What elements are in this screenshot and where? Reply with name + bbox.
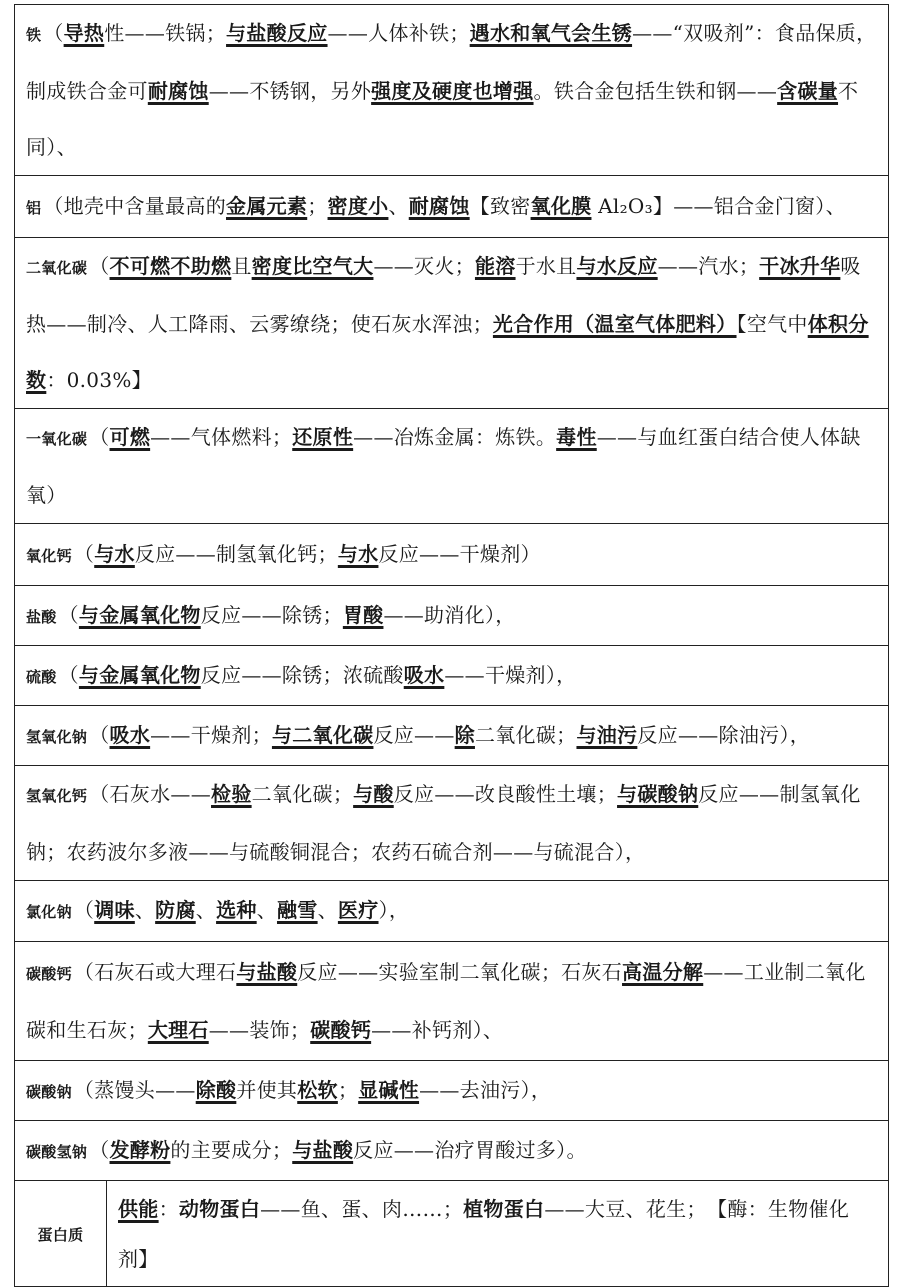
knowledge-table (14, 4, 889, 1287)
substance-name: 碳酸钠 (26, 1082, 72, 1101)
row-content (15, 586, 889, 646)
text-segment: （ (89, 722, 110, 747)
text-segment: 、 (388, 193, 409, 218)
key-point: 调味 (94, 898, 135, 922)
key-point: 胃酸 (342, 602, 384, 627)
key-point: 除 (454, 722, 475, 747)
key-point: 氧化膜 (530, 193, 592, 218)
key-point: 导热 (63, 21, 105, 45)
text-segment: ）， (378, 898, 410, 922)
key-point: 与二氧化碳 (271, 722, 374, 747)
substance-name: 硫酸 (26, 667, 57, 686)
substance-name: 碳酸钙 (26, 965, 72, 983)
key-point: 检验 (211, 782, 252, 806)
row-content (15, 524, 889, 586)
row-content (15, 1121, 889, 1181)
substance-name: 氧化钙 (26, 546, 72, 565)
key-point: 不可燃不助燃 (109, 254, 232, 278)
substance-name: 一氧化碳 (26, 430, 88, 448)
key-point: 与油污 (576, 722, 638, 747)
key-point: 与水 (94, 541, 135, 566)
text-segment: Al₂O₃】——铝合金门窗）、 (591, 193, 846, 218)
text-segment: 并使其 (236, 1077, 298, 1102)
key-point: 与酸 (353, 782, 394, 806)
text-segment: （ (73, 898, 95, 922)
text-segment: ——大豆、花生； 【酶：生物催化剂】 (118, 1196, 850, 1271)
text-segment: 性——铁锅； (104, 21, 227, 45)
text-segment: ——干燥剂）， (444, 662, 577, 687)
text-segment: （ (58, 602, 79, 627)
text-segment: （石灰石或大理石 (73, 960, 237, 984)
key-point: 光合作用（温室气体肥料） (492, 312, 737, 336)
text-segment: ——工业制二氧化碳和生石灰； (26, 960, 866, 1042)
key-point: 碳酸钙 (310, 1018, 372, 1042)
text-segment: ——灭火； (373, 254, 475, 278)
substance-name: 碳酸氢钠 (26, 1142, 88, 1161)
text-segment: 且 (231, 254, 252, 278)
row-content (15, 238, 889, 409)
text-segment: ——装饰； (208, 1018, 311, 1042)
text-segment: （地壳中含量最高的 (43, 193, 227, 218)
substance-uses-table (14, 4, 889, 1287)
row-content (15, 646, 889, 706)
text-segment: 、 (195, 898, 217, 922)
key-point: 金属元素 (226, 193, 308, 218)
key-point: 吸水 (403, 662, 445, 687)
row-content (15, 5, 889, 176)
text-segment: （ (89, 254, 110, 278)
text-segment: ——不锈钢，另外 (208, 79, 372, 103)
key-point: 显碱性 (358, 1077, 420, 1102)
text-segment: 反应——治疗胃酸过多）。 (353, 1137, 587, 1162)
text-segment: 反应——实验室制二氧化碳；石灰石 (297, 960, 623, 984)
substance-name: 铝 (26, 198, 42, 217)
key-point: 干冰升华 (759, 254, 841, 278)
key-point: 与盐酸 (236, 960, 298, 984)
key-point: 可燃 (109, 425, 151, 449)
text-segment: 、 (134, 898, 156, 922)
key-point: 医疗 (337, 898, 379, 922)
row-co (15, 409, 889, 524)
text-segment: （ (43, 21, 64, 45)
key-point: 高温分解 (622, 960, 704, 984)
row-content (15, 1061, 889, 1121)
text-segment: 二氧化碳； (251, 782, 354, 806)
text-segment: 反应——制氢氧化钠；农药波尔多液——与硫酸铜混合；农药石硫合剂——与硫混合）， (26, 782, 861, 864)
row-h2so4 (15, 646, 889, 706)
text-segment: 的主要成分； (170, 1137, 293, 1162)
text-segment: 。铁合金包括生铁和钢—— (533, 79, 778, 103)
text-segment: ——鱼、蛋、肉……； (260, 1196, 464, 1221)
key-point: 选种 (216, 898, 257, 922)
substance-name: 盐酸 (26, 607, 57, 626)
key-point: 供能 (118, 1196, 159, 1221)
protein-label-cell (15, 1181, 107, 1287)
key-point: 发酵粉 (109, 1137, 171, 1162)
row-co2 (15, 238, 889, 409)
row-content (15, 409, 889, 524)
row-iron (15, 5, 889, 176)
text-segment: （ (89, 425, 110, 449)
text-segment: （石灰水—— (89, 782, 212, 806)
text-segment: ——冶炼金属：炼铁。 (353, 425, 557, 449)
key-point: 松软 (297, 1077, 338, 1102)
text-segment: 反应——除锈；浓硫酸 (200, 662, 404, 687)
substance-name: 氯化钠 (26, 903, 72, 921)
text-segment: （ (73, 541, 95, 566)
key-point: 密度小 (327, 193, 389, 218)
key-point: 强度及硬度也增强 (371, 79, 534, 103)
row-caco3 (15, 942, 889, 1061)
key-point: 防腐 (155, 898, 196, 922)
text-segment: ： (158, 1196, 179, 1221)
text-segment: ； (337, 1077, 359, 1102)
text-segment: 反应——除油污）， (637, 722, 811, 747)
key-point: 吸水 (109, 722, 151, 747)
text-segment: 于水且 (515, 254, 577, 278)
key-point: 毒性 (556, 425, 597, 449)
key-point: 大理石 (147, 1018, 209, 1042)
key-point: 能溶 (474, 254, 516, 278)
key-point: 耐腐蚀 (147, 79, 209, 103)
text-segment: 反应——干燥剂） (378, 541, 541, 566)
text-segment: ； (307, 193, 328, 218)
text-segment: 反应——除锈； (200, 602, 343, 627)
sub-heading: 动物蛋白 (178, 1196, 261, 1221)
text-segment: ——气体燃料； (150, 425, 293, 449)
key-point: 与盐酸 (292, 1137, 354, 1162)
text-segment: 二氧化碳； (474, 722, 577, 747)
row-protein (15, 1181, 889, 1287)
key-point: 与盐酸反应 (226, 21, 328, 45)
row-content (15, 766, 889, 881)
substance-name: 氢氧化钠 (26, 727, 88, 746)
sub-heading: 植物蛋白 (463, 1196, 545, 1221)
text-segment: 【致密 (469, 193, 531, 218)
text-segment: （ (58, 662, 79, 687)
key-point: 与水反应 (576, 254, 658, 278)
text-segment: 、 (256, 898, 277, 922)
substance-name: 氢氧化钙 (26, 787, 88, 805)
text-segment: 【空气中 (736, 312, 808, 336)
row-naoh (15, 706, 889, 766)
text-segment: ——与血红蛋白结合使人体缺氧） (26, 425, 861, 507)
row-content (15, 942, 889, 1061)
text-segment: 、 (317, 898, 338, 922)
row-nahco3 (15, 1121, 889, 1181)
row-cao (15, 524, 889, 586)
key-point: 遇水和氧气会生锈 (469, 21, 633, 45)
row-nacl (15, 881, 889, 942)
key-point: 融雪 (276, 898, 318, 922)
text-segment: 反应——改良酸性土壤； (393, 782, 618, 806)
substance-name: 二氧化碳 (26, 259, 88, 277)
text-segment: 吸热——制冷、人工降雨、云雾缭绕；使石灰水浑浊； (26, 254, 861, 336)
key-point: 除酸 (195, 1077, 237, 1102)
key-point: 与水 (337, 541, 379, 566)
text-segment: ——“双吸剂”：食品保质，制成铁合金可 (26, 21, 877, 103)
protein-label: 蛋白质 (37, 1225, 84, 1244)
key-point: 与金属氧化物 (78, 602, 201, 627)
row-aluminum (15, 176, 889, 238)
text-segment: 反应——制氢氧化钙； (134, 541, 338, 566)
row-na2co3 (15, 1061, 889, 1121)
row-caoh2 (15, 766, 889, 881)
key-point: 含碳量 (777, 79, 839, 103)
text-segment: ——补钙剂）、 (371, 1018, 504, 1042)
row-content (15, 881, 889, 942)
key-point: 与碳酸钠 (617, 782, 699, 806)
row-content (15, 176, 889, 238)
text-segment: ——汽水； (657, 254, 760, 278)
text-segment: ——干燥剂； (150, 722, 272, 747)
row-content (15, 706, 889, 766)
key-point: 还原性 (292, 425, 354, 449)
text-segment: ——助消化）， (383, 602, 516, 627)
text-segment: ：0.03%】 (46, 368, 152, 392)
key-point: 与金属氧化物 (78, 662, 201, 687)
key-point: 体积分数 (26, 312, 869, 392)
text-segment: 反应—— (373, 722, 455, 747)
key-point: 密度比空气大 (251, 254, 374, 278)
text-segment: （蒸馒头—— (73, 1077, 196, 1102)
text-segment: ——人体补铁； (327, 21, 470, 45)
substance-name: 铁 (26, 26, 42, 44)
key-point: 耐腐蚀 (408, 193, 470, 218)
protein-content (107, 1181, 889, 1287)
text-segment: ——去油污）， (419, 1077, 552, 1102)
text-segment: 不同）、 (26, 79, 859, 159)
row-hcl (15, 586, 889, 646)
text-segment: （ (89, 1137, 110, 1162)
